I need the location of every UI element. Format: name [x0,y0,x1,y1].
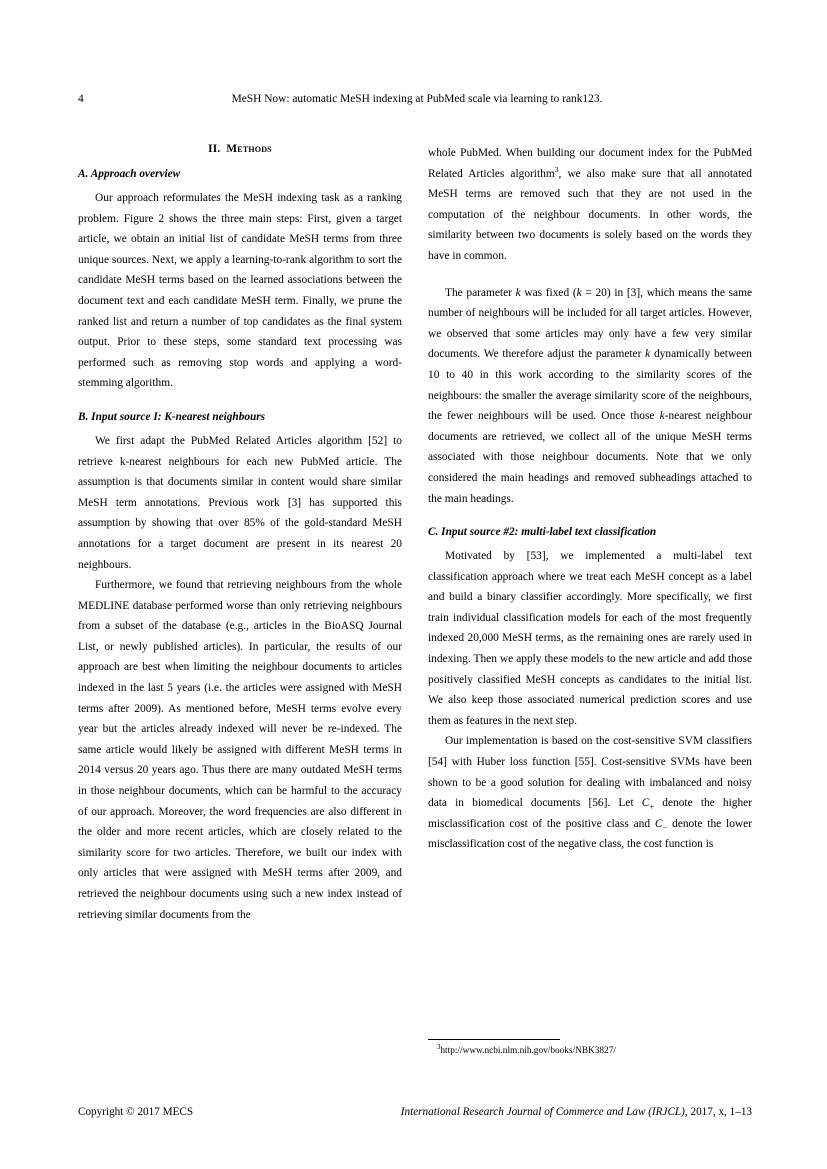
paragraph-knn-1: We first adapt the PubMed Related Articles algorithm [52] to retrieve k-nearest neighbours for each new PubMed article. The assumption is that documents similar in content would share similar MeSH term annotations. Previous work [3] has supported this assumption by showing that over 85% of the gold-standard MeSH annotations for a target document are present in its nearest 20 neighbours. [78,434,402,571]
running-head-title: MeSH Now: automatic MeSH indexing at PubMed scale via learning to rank123. [231,93,603,105]
body-columns [78,143,752,1058]
subsection-heading-c: C. Input source #2: multi-label text classification [428,526,657,539]
footnote-rule [428,1039,560,1040]
footnote-entry [428,1045,752,1058]
paragraph-svm-text-1: Our implementation is based on the cost-sensitive SVM classifiers [54] with Huber loss function [55]. Cost-sensitive SVMs have been shown to be a good solution for dealing with imbalanced and noisy data in biomedical documents [56]. Let [428,735,752,810]
math-symbol-k-2: k [576,286,582,299]
paragraph-svm [428,731,752,855]
spacer [428,509,752,525]
paragraph-parameter-k [428,283,752,510]
math-subscript-minus: − [662,823,668,833]
left-column [78,143,402,1058]
copyright-notice: Copyright © 2017 MECS [78,1106,194,1118]
section-numeral: II. [208,143,221,155]
paragraph-index-continuation [428,143,752,267]
math-subscript-plus: + [649,802,655,812]
journal-name: International Research Journal of Commerce and Law (IRJCL) [400,1106,685,1118]
paragraph-k-text-2: was fixed ( [520,286,577,299]
paragraph-knn-2: Furthermore, we found that retrieving neighbours from the whole MEDLINE database performed worse than only retrieving neighbours from a subset of the database (e.g., articles in the BioASQ Journal List, or newly published articles). In particular, the results of our approach are best when limiting the neighbour documents to articles indexed in the last 5 years (i.e. the articles were assigned with MeSH terms after 2009). As mentioned before, MeSH terms evolve every year but the articles already indexed will never be re-indexed. The same article would likely be assigned with different MeSH terms in 2014 versus 20 years ago. Thus there are many outdated MeSH terms in those neighbour documents, which can be harmful to the accuracy of our approach. Moreover, the word frequencies are also different in the older and more recent articles, which are closely related to the similarity score for two articles. Therefore, we built our index with only articles that were assigned with MeSH terms after 2009, and retrieved the neighbour documents using such a new index instead of retrieving similar documents from the [78,579,402,921]
section-title: Methods [226,143,272,155]
paragraph-index-continuation-part2: , we also make sure that all annotated MeSH terms are removed such that they are not used in the computation of the neighbour documents. In other words, the similarity between two documents is solely based on the words they have in common. [428,167,752,262]
paragraph-k-text-5: -nearest neighbour documents are retrieved, we collect all of the unique MeSH terms associated with those neighbour documents. Note that we only considered the main headings and removed subheadings attached to the main headings. [428,410,752,505]
spacer [428,267,752,283]
journal-citation [401,1105,752,1120]
right-column [428,143,752,1058]
section-heading-methods [78,143,402,155]
footnote-block [428,1039,752,1058]
footnote-number: 3 [437,1043,441,1051]
paragraph-approach-overview: Our approach reformulates the MeSH indexing task as a ranking problem. Figure 2 shows the three main steps: First, given a target article, we obtain an initial list of candidate MeSH terms from three unique sources. Next, we apply a learning-to-rank algorithm to sort the candidate MeSH terms based on the learned associations between the document text and each candidate MeSH term. Finally, we prune the ranked list and return a number of top candidates as the final system output. Prior to these steps, some standard text processing was performed such as removing stop words and applying a word-stemming algorithm. [78,192,402,390]
math-symbol-k-4: k [659,410,665,423]
paragraph-svm-text-3: denote the lower misclassification cost of the negative class, the cost function is [428,817,752,851]
paragraph-classification-1: Motivated by [53], we implemented a multi-label text classification approach where we treat each MeSH concept as a label and build a binary classifier accordingly. More specifically, we first train individual classification models for each of the most frequently indexed 20,000 MeSH terms, as the remaining ones are rarely used in indexing. Then we apply these models to the new article and add those positively classified MeSH concepts as candidates to the initial list. We also keep those associated numerical prediction scores and use them as features in the next step. [428,550,752,727]
paragraph-k-text-3: = 20) in [3], which means the same number of neighbours will be included for all target articles. However, we observed that some articles may only have a few very similar documents. We therefore adjust the parameter [428,286,753,361]
journal-issue: , 2017, x, 1–13 [684,1106,752,1118]
paragraph-index-continuation-part1: whole PubMed. When building our document index for the PubMed Related Articles algorithm [428,147,752,180]
paragraph-svm-text-2: denote the higher misclassification cost of the positive class and [428,797,752,830]
math-symbol-k-3: k [645,348,651,361]
spacer [78,394,402,410]
math-symbol-c-minus: C [654,817,663,830]
subsection-heading-a: A. Approach overview [78,168,181,180]
math-symbol-c-plus: C [641,797,650,810]
running-head [78,92,750,106]
page-number: 4 [78,93,84,105]
paragraph-k-text-1: The parameter [445,286,516,299]
footnote-url[interactable]: http://www.ncbi.nlm.nih.gov/books/NBK3827/ [440,1046,616,1056]
subsection-heading-b: B. Input source I: K-nearest neighbours [78,410,266,423]
math-symbol-k-1: k [515,286,521,299]
paragraph-k-text-4: dynamically between 10 to 40 in this work according to the similarity scores of the neighbours: the smaller the average similarity score of the neighbours, the fewer neighbours will be used. Once those [428,348,752,423]
footnote-marker-ref: 3 [554,164,559,174]
